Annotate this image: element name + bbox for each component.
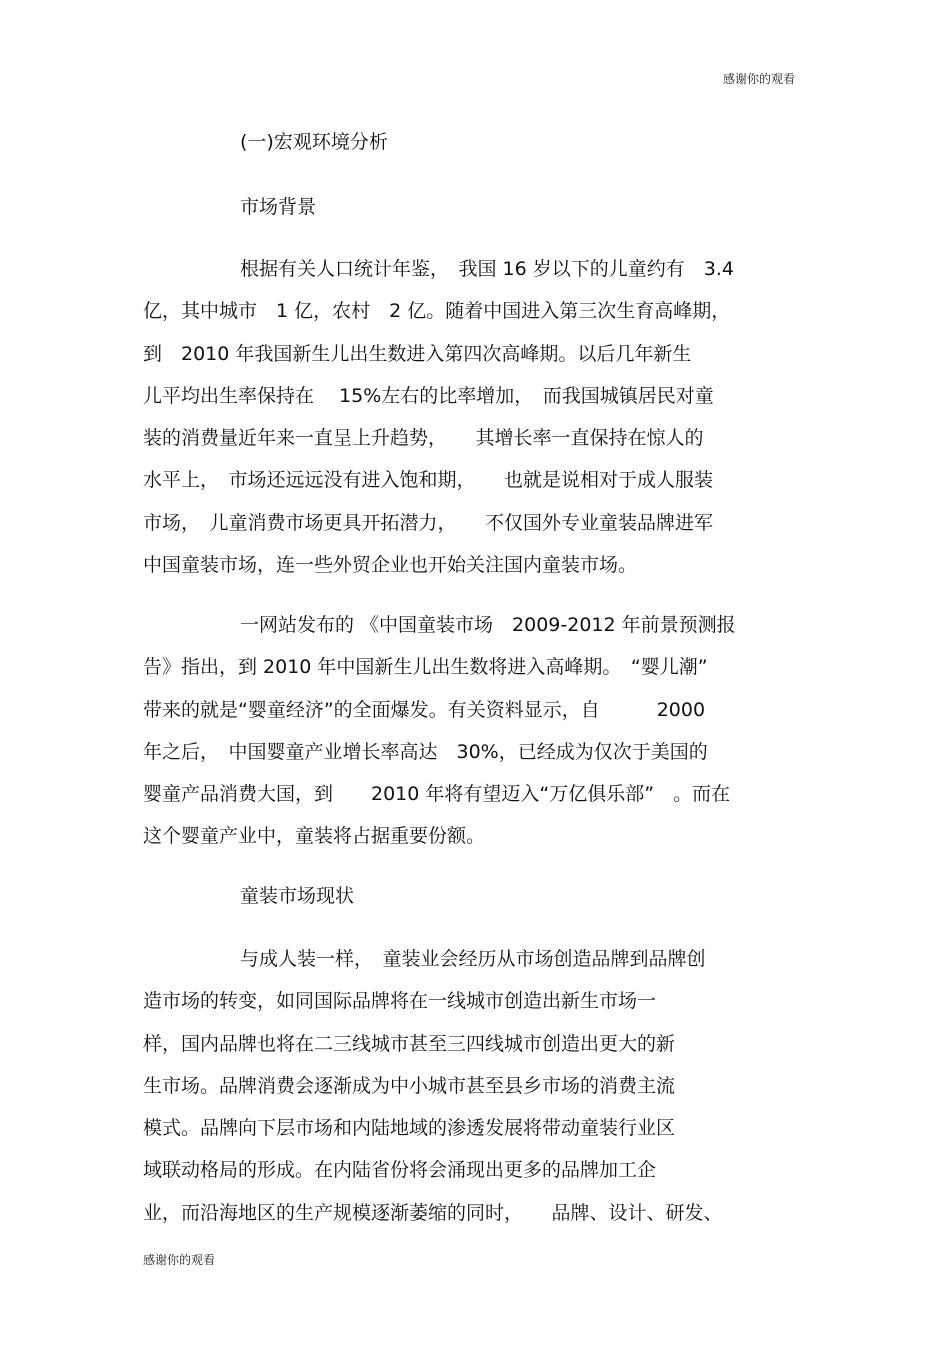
paragraph-line: 装的消费量近年来一直呈上升趋势， 其增长率一直保持在惊人的	[143, 427, 704, 450]
paragraph-line: 一网站发布的 《中国童装市场 2009-2012 年前景预测报	[240, 614, 736, 636]
paragraph-line: 年之后， 中国婴童产业增长率高达 30%，已经成为仅次于美国的	[143, 740, 708, 763]
paragraph-line: 样，国内品牌也将在二三线城市甚至三四线城市创造出更大的新	[143, 1032, 676, 1055]
subtitle-market-background: 市场背景	[240, 196, 317, 218]
paragraph-line: 域联动格局的形成。在内陆省份将会涌现出更多的品牌加工企	[143, 1159, 657, 1182]
paragraph-line: 这个婴童产业中，童装将占据重要份额。	[143, 825, 486, 848]
section-title: (一)宏观环境分析	[240, 131, 388, 153]
header-note: 感谢你的观看	[723, 72, 796, 86]
paragraph-line: 生市场。品牌消费会逐渐成为中小城市甚至县乡市场的消费主流	[143, 1074, 676, 1097]
paragraph-market-status	[143, 938, 813, 1234]
paragraph-line: 告》指出，到 2010 年中国新生儿出生数将进入高峰期。 “婴儿潮”	[143, 656, 708, 679]
paragraph-line: 到 2010 年我国新生儿出生数进入第四次高峰期。以后几年新生	[143, 342, 692, 365]
paragraph-market-forecast	[143, 604, 813, 858]
paragraph-line: 根据有关人口统计年鉴， 我国 16 岁以下的儿童约有 3.4	[240, 258, 734, 280]
paragraph-line: 模式。品牌向下层市场和内陆地域的渗透发展将带动童装行业区	[143, 1117, 676, 1140]
paragraph-line: 业，而沿海地区的生产规模逐渐萎缩的同时， 品牌、设计、研发、	[143, 1201, 723, 1224]
paragraph-line: 水平上， 市场还远远没有进入饱和期， 也就是说相对于成人服装	[143, 469, 714, 492]
subtitle-market-status: 童装市场现状	[240, 885, 355, 907]
paragraph-line: 市场， 儿童消费市场更具开拓潜力， 不仅国外专业童装品牌进军	[143, 511, 714, 534]
footer-note: 感谢你的观看	[143, 1253, 216, 1267]
paragraph-market-background	[143, 248, 813, 586]
paragraph-line: 儿平均出生率保持在 15%左右的比率增加， 而我国城镇居民对童	[143, 384, 714, 407]
paragraph-line: 与成人装一样， 童装业会经历从市场创造品牌到品牌创	[240, 948, 706, 970]
paragraph-line: 亿，其中城市 1 亿，农村 2 亿。随着中国进入第三次生育高峰期，	[143, 300, 731, 323]
paragraph-line: 带来的就是“婴童经济”的全面爆发。有关资料显示，自 2000	[143, 698, 706, 721]
paragraph-line: 婴童产品消费大国，到 2010 年将有望迈入“万亿俱乐部” 。而在	[143, 783, 731, 806]
paragraph-line: 造市场的转变，如同国际品牌将在一线城市创造出新生市场一	[143, 990, 657, 1013]
paragraph-line: 中国童装市场，连一些外贸企业也开始关注国内童装市场。	[143, 554, 638, 577]
